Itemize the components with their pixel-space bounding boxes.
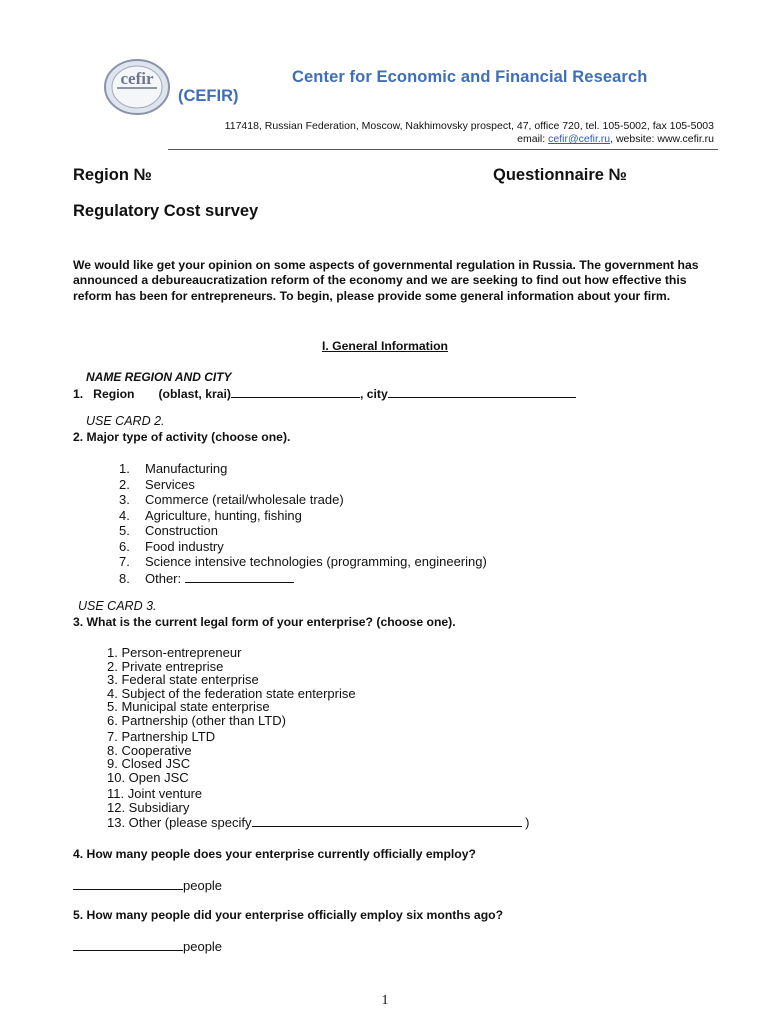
other-legal-form-input[interactable] [252, 814, 522, 827]
list-item[interactable]: 11. Joint venture [107, 786, 203, 801]
intro-paragraph: We would like get your opinion on some aspects of governmental regulation in Russia. The government has announced a debureaucratization reform of the economy and we are seeking to find out how effective this reform has been for entrepreneurs. To begin, please provide some general information about your firm. [73, 258, 699, 303]
list-item[interactable]: 6. Partnership (other than LTD) [107, 712, 286, 728]
logo-text-top: cefir [120, 69, 154, 88]
list-item[interactable]: 6. Food industry [119, 538, 224, 554]
list-item[interactable]: 5. Municipal state enterprise [107, 699, 270, 714]
email-prefix: email: [517, 133, 549, 145]
q4-answer [73, 877, 222, 893]
section-title: I. General Information [322, 339, 448, 353]
list-item[interactable]: 9. Closed JSC [107, 756, 191, 771]
list-item[interactable]: 4. Agriculture, hunting, fishing [119, 507, 302, 523]
region-input[interactable] [231, 385, 360, 398]
list-item[interactable]: 3. Federal state enterprise [107, 672, 259, 687]
q2-question: 2. Major type of activity (choose one). [73, 430, 291, 444]
list-item[interactable]: 12. Subsidiary [107, 799, 190, 815]
list-item[interactable]: 5. Construction [119, 523, 218, 538]
past-employees-input[interactable] [73, 938, 183, 951]
city-input[interactable] [388, 385, 576, 398]
org-contact [517, 133, 714, 145]
q1-note: NAME REGION AND CITY [86, 370, 232, 384]
list-item[interactable]: 7. Science intensive technologies (programming, engineering) [119, 554, 487, 569]
q1-sub-label: (oblast, krai) [158, 387, 231, 401]
q4-question: 4. How many people does your enterprise currently officially employ? [73, 847, 476, 861]
list-item[interactable]: 2. Private entreprise [107, 658, 224, 674]
q5-answer [73, 938, 222, 954]
list-item[interactable]: 10. Open JSC [107, 769, 189, 785]
q4-unit: people [183, 878, 223, 893]
q1-line [73, 385, 576, 401]
org-abbr: (CEFIR) [178, 87, 239, 105]
org-name: Center for Economic and Financial Research [292, 68, 648, 86]
header-divider [168, 149, 718, 150]
q1-city-label: , city [359, 387, 388, 401]
org-address: 117418, Russian Federation, Moscow, Nakhimovsky prospect, 47, office 720, tel. 105-5002, fax 105-5003 [224, 120, 714, 132]
website-text: , website: www.cefir.ru [610, 133, 714, 145]
list-item[interactable]: 7. Partnership LTD [107, 729, 216, 744]
q2-options [119, 461, 487, 585]
survey-title: Regulatory Cost survey [73, 202, 259, 220]
cefir-logo [103, 58, 171, 116]
q1-number: 1. [73, 387, 84, 401]
section-heading [0, 339, 770, 353]
questionnaire-label: Questionnaire № [493, 166, 627, 184]
q3-note: USE CARD 3. [78, 599, 157, 613]
q5-unit: people [183, 939, 223, 954]
q3-options [107, 646, 530, 830]
q5-question: 5. How many people did your enterprise officially employ six months ago? [73, 908, 504, 922]
current-employees-input[interactable] [73, 877, 183, 890]
page-number: 1 [381, 993, 389, 1008]
list-item[interactable]: 8. Other: [119, 570, 487, 586]
other-activity-input[interactable] [185, 570, 294, 583]
list-item[interactable]: 4. Subject of the federation state enterprise [107, 685, 356, 701]
list-item[interactable]: 13. Other (please specify ) [107, 815, 530, 830]
q1-region-label: Region [93, 387, 135, 401]
email-link[interactable]: cefir@cefir.ru [548, 133, 611, 145]
list-item[interactable]: 3. Commerce (retail/wholesale trade) [119, 492, 344, 507]
q3-question: 3. What is the current legal form of your enterprise? (choose one). [73, 615, 456, 629]
list-item[interactable]: 1. Manufacturing [119, 461, 228, 476]
q2-note: USE CARD 2. [86, 414, 165, 428]
list-item[interactable]: 1. Person-entrepreneur [107, 645, 242, 660]
region-label: Region № [73, 166, 152, 184]
list-item[interactable]: 2. Services [119, 476, 195, 492]
list-item[interactable]: 8. Cooperative [107, 742, 192, 758]
